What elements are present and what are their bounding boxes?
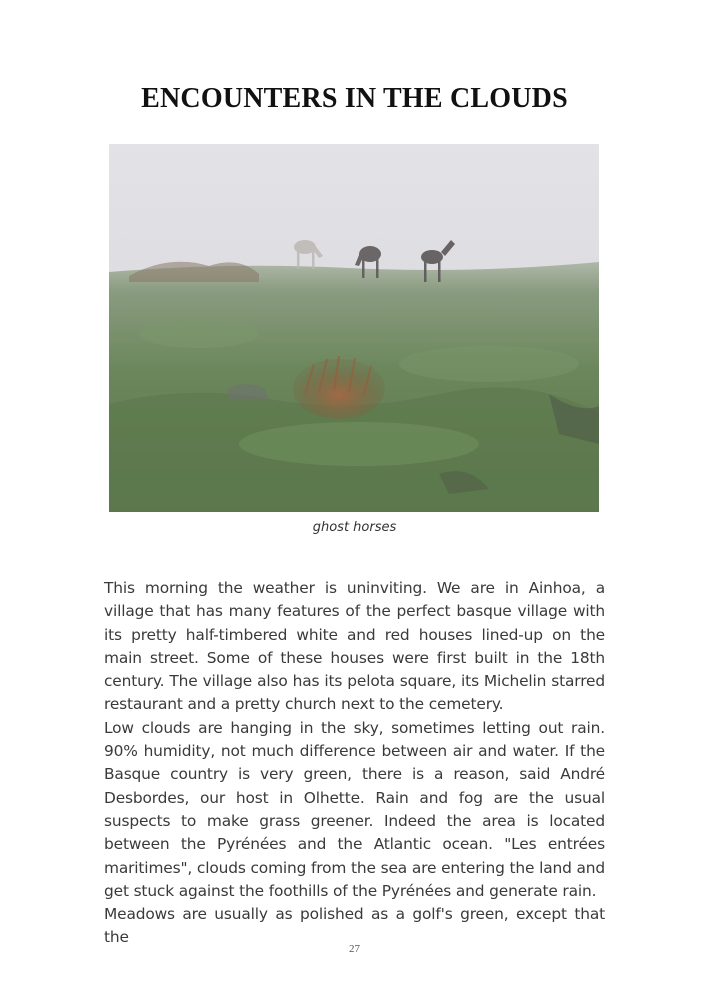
- photo-foggy-meadow: [109, 144, 599, 512]
- body-text: [104, 577, 605, 950]
- page-title: ENCOUNTERS IN THE CLOUDS: [141, 83, 568, 114]
- paragraph: This morning the weather is uninviting. We are in Ainhoa, a village that has many features of the perfect basque village with its pretty half-timbered white and red houses lined-up on the main street. Some of these houses were first built in the 18th century. The village also has its pelota square, its Michelin starred restaurant and a pretty church next to the cemetery.: [104, 579, 605, 714]
- photo-caption: ghost horses: [312, 520, 397, 535]
- page-number: 27: [349, 943, 360, 955]
- paragraph: Low clouds are hanging in the sky, sometimes letting out rain. 90% humidity, not much difference between air and water. If the Basque country is very green, there is a reason, said André Desbordes, our host in Olhette. Rain and fog are the usual suspects to make grass greener. Indeed the area is located between the Pyrénées and the Atlantic ocean. "Les entrées maritimes", clouds coming from the sea are entering the land and get stuck against the foothills of the Pyrénées and generate rain.: [104, 718, 605, 900]
- paragraph: Meadows are usually as polished as a golf's green, except that the: [104, 905, 605, 947]
